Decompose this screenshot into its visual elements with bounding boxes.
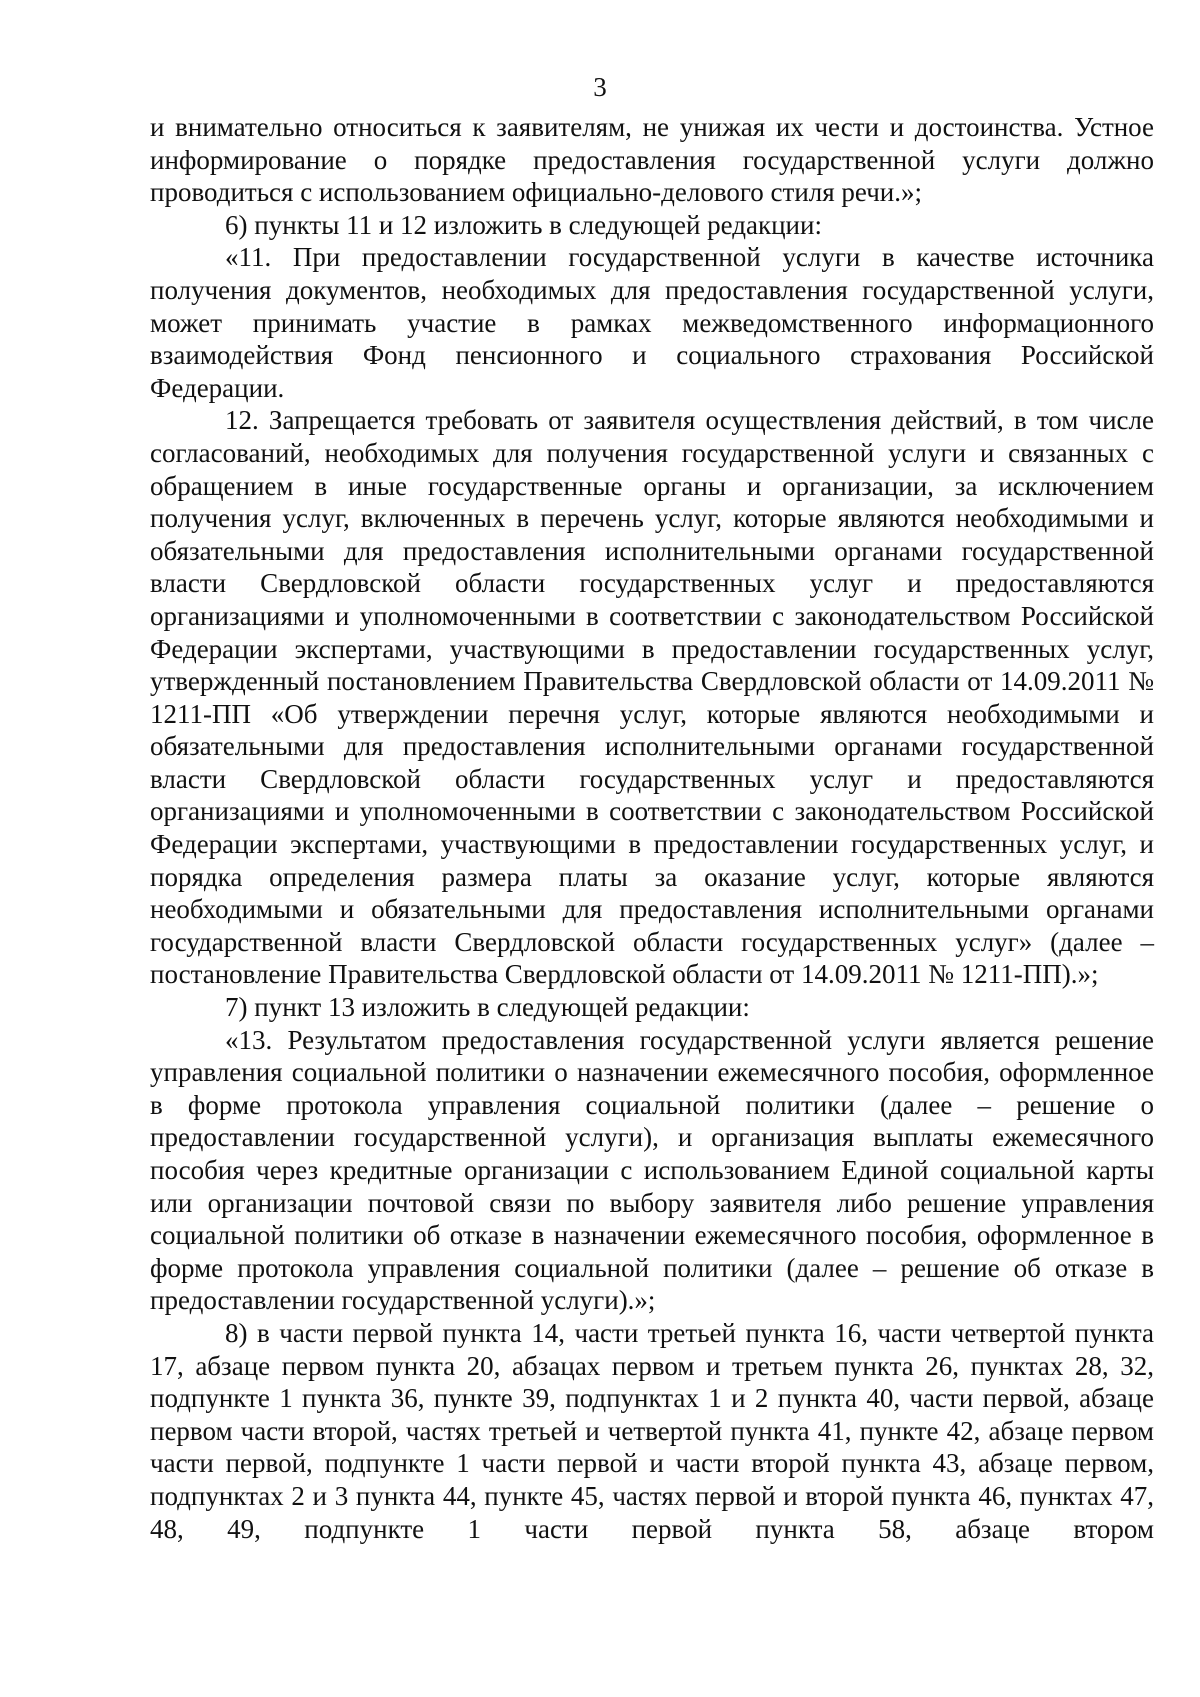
paragraph-continuation: и внимательно относиться к заявителям, не унижая их чести и достоинства. Устное информирование о порядке предоставления государственной услуги должно проводиться с использованием официально-делового стиля речи.»;: [150, 112, 1154, 208]
paragraph-clause-12: 12. Запрещается требовать от заявителя осуществления действий, в том числе согласований, необходимых для получения государственной услуги и связанных с обращением в иные государственные органы и организации, за исключением получения услуг, включенных в перечень услуг, которые являются необходимыми и обязательными для предоставления исполнительными органами государственной власти Свердловской области государственных услуг и предоставляются организациями и уполномоченными в соответствии с законодательством Российской Федерации экспертами, участвующими в предоставлении государственных услуг, утвержденный постановлением Правительства Свердловской области от 14.09.2011 № 1211-ПП «Об утверждении перечня услуг, которые являются необходимыми и обязательными для предоставления исполнительными органами государственной власти Свердловской области государственных услуг и предоставляются организациями и уполномоченными в соответствии с законодательством Российской Федерации экспертами, участвующими в предоставлении государственных услуг, и порядка определения размера платы за оказание услуг, которые являются необходимыми и обязательными для предоставления исполнительными органами государственной власти Свердловской области государственных услуг» (далее – постановление Правительства Свердловской области от 14.09.2011 № 1211-ПП).»;: [150, 405, 1154, 990]
paragraph-clause-11: «11. При предоставлении государственной услуги в качестве источника получения документов, необходимых для предоставления государственной услуги, может принимать участие в рамках межведомственного информационного взаимодействия Фонд пенсионного и социального страхования Российской Федерации.: [150, 242, 1154, 403]
paragraph-item-7: 7) пункт 13 изложить в следующей редакции:: [225, 992, 750, 1023]
paragraph-item-8: 8) в части первой пункта 14, части третьей пункта 16, части четвертой пункта 17, абзаце первом пункта 20, абзацах первом и третьем пункта 26, пунктах 28, 32, подпункте 1 пункта 36, пункте 39, подпунктах 1 и 2 пункта 40, части первой, абзаце первом части второй, частях третьей и четвертой пункта 41, пункте 42, абзаце первом части первой, подпункте 1 части первой и части второй пункта 43, абзаце первом, подпунктах 2 и 3 пункта 44, пункте 45, частях первой и второй пункта 46, пунктах 47, 48, 49, подпункте 1 части первой пункта 58, абзаце втором: [150, 1317, 1154, 1544]
paragraph-item-6: 6) пункты 11 и 12 изложить в следующей редакции:: [225, 209, 822, 240]
paragraph-clause-13: «13. Результатом предоставления государственной услуги является решение управления социальной политики о назначении ежемесячного пособия, оформленное в форме протокола управления социальной политики (далее – решение о предоставлении государственной услуги), и организация выплаты ежемесячного пособия через кредитные организации с использованием Единой социальной карты или организации почтовой связи по выбору заявителя либо решение управления социальной политики об отказе в назначении ежемесячного пособия, оформленное в форме протокола управления социальной политики (далее – решение об отказе в предоставлении государственной услуги).»;: [150, 1024, 1154, 1316]
page-number: 3: [593, 72, 607, 102]
document-body: [150, 111, 1154, 1545]
